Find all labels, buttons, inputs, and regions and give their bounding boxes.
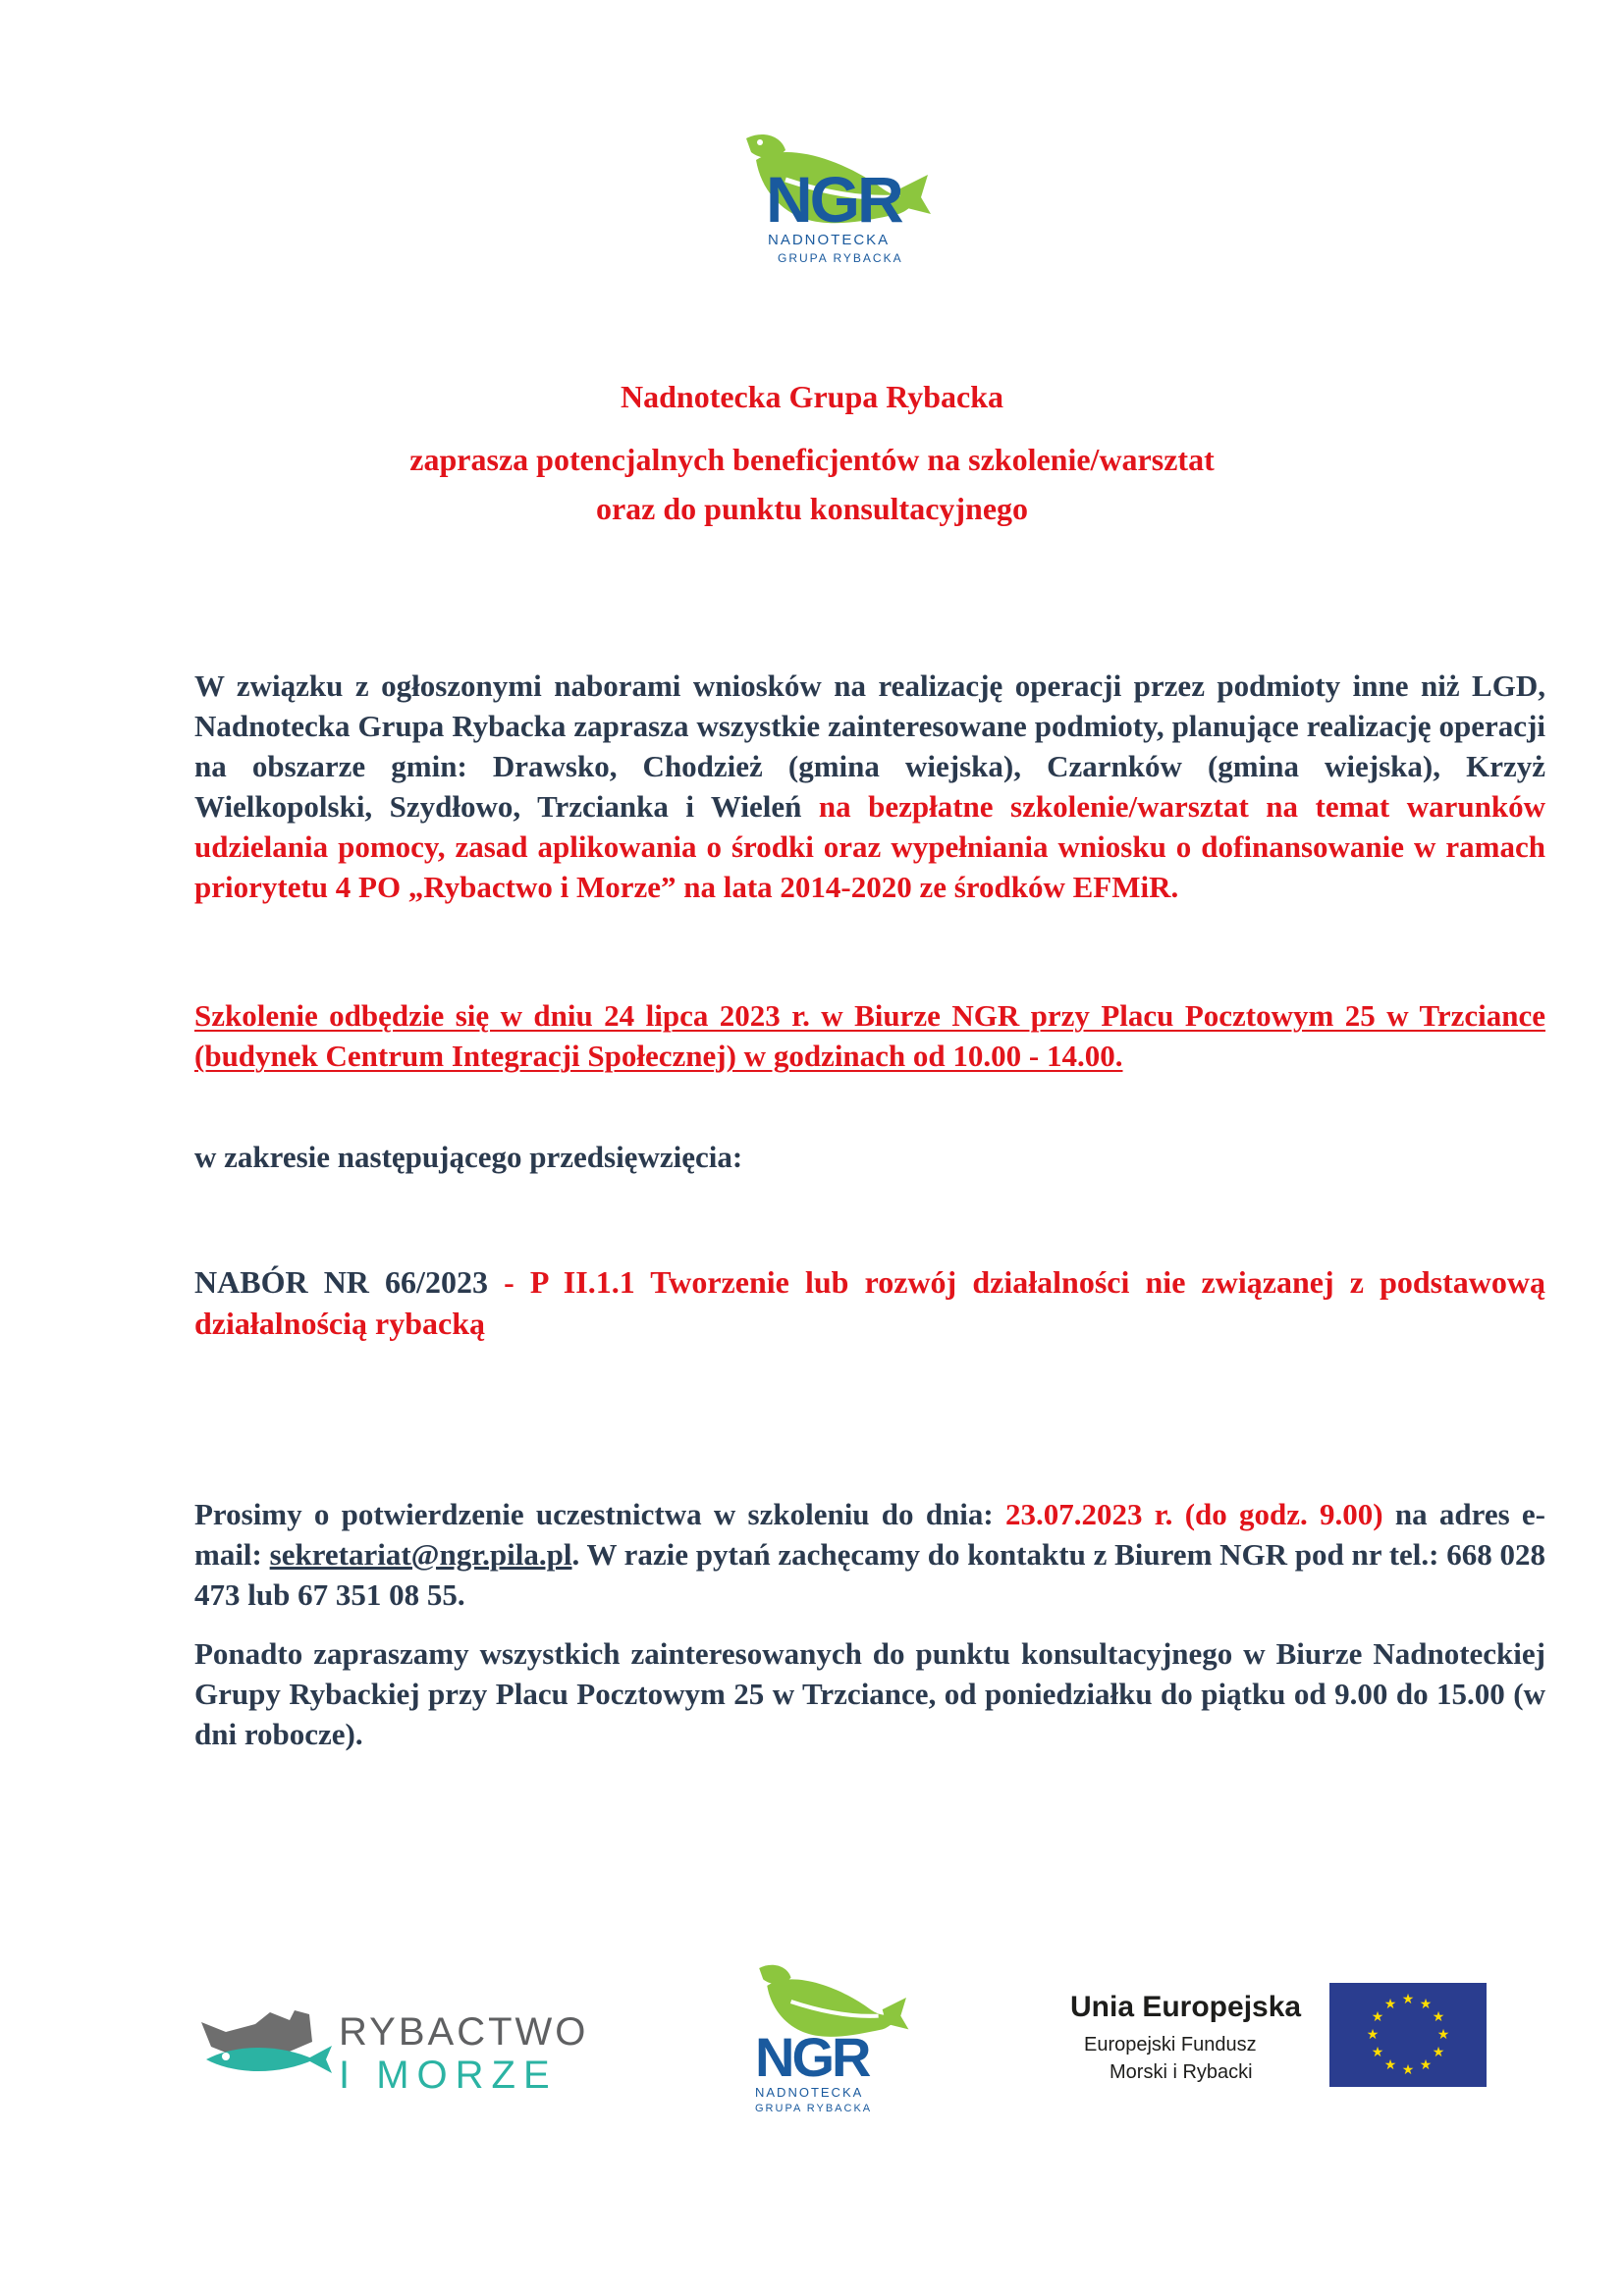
training-paragraph bbox=[194, 995, 1545, 1076]
svg-text:★: ★ bbox=[1432, 2045, 1445, 2060]
svg-text:★: ★ bbox=[1432, 2009, 1445, 2025]
eu-logo bbox=[1070, 1983, 1483, 2091]
consult-text: Ponadto zapraszamy wszystkich zainteresowanych do punktu konsultacyjnego w Biurze Nadnoteckiej Grupy Rybackiej przy Placu Pocztowym 25 w Trzciance, od poniedziałku do piątku od 9.00 do 15.00 (w dni robocze). bbox=[194, 1636, 1545, 1751]
confirm-text-1: Prosimy o potwierdzenie uczestnictwa w szkoleniu do dnia: bbox=[194, 1497, 1005, 1531]
consult-paragraph bbox=[194, 1633, 1545, 1754]
intro-highlight: na bezpłatne szkolenie/warsztat na temat warunków udzielania pomocy, zasad aplikowania o środki oraz wypełniania wniosku o dofinansowanie w ramach priorytetu 4 PO „Rybactwo i Morze” na lata 2014-2020 ze środków EFMiR. bbox=[194, 789, 1546, 904]
scope-label: w zakresie następującego przedsięwzięcia: bbox=[194, 1140, 743, 1174]
ngr-logo-top bbox=[727, 77, 933, 273]
fish-boat-icon bbox=[196, 2002, 334, 2091]
ngr-logo-line1: NADNOTECKA bbox=[755, 2085, 864, 2100]
ngr-logo-letters: NGR bbox=[755, 2026, 869, 2088]
svg-text:★: ★ bbox=[1366, 2027, 1380, 2043]
eu-line2: Morski i Rybacki bbox=[1110, 2061, 1253, 2083]
svg-text:★: ★ bbox=[1371, 2045, 1384, 2060]
eu-line1: Europejski Fundusz bbox=[1084, 2034, 1257, 2056]
svg-text:★: ★ bbox=[1419, 2057, 1433, 2073]
nabor-number: NABÓR NR 66/2023 bbox=[194, 1264, 488, 1300]
confirm-text-2: na adres e-mail: bbox=[194, 1497, 1545, 1572]
svg-text:★: ★ bbox=[1383, 2057, 1397, 2073]
heading-line2: zaprasza potencjalnych beneficjentów na szkolenie/warsztat bbox=[409, 442, 1215, 477]
nabor-paragraph bbox=[194, 1261, 1545, 1344]
rybactwo-line2: I MORZE bbox=[339, 2054, 558, 2097]
rybactwo-line1: RYBACTWO bbox=[339, 2010, 589, 2054]
confirm-paragraph bbox=[194, 1494, 1545, 1615]
heading-line3: oraz do punktu konsultacyjnego bbox=[595, 491, 1029, 526]
svg-text:★: ★ bbox=[1436, 2027, 1450, 2043]
svg-text:★: ★ bbox=[1401, 1992, 1415, 2007]
ngr-logo-line2: GRUPA RYBACKA bbox=[778, 251, 903, 265]
svg-text:★: ★ bbox=[1419, 1997, 1433, 2012]
eu-flag-icon bbox=[1329, 1983, 1487, 2087]
ngr-logo-line1: NADNOTECKA bbox=[768, 232, 891, 248]
confirm-deadline: 23.07.2023 r. (do godz. 9.00) bbox=[1005, 1497, 1383, 1531]
ngr-logo-bottom bbox=[743, 1953, 910, 2120]
ngr-logo-letters: NGR bbox=[766, 163, 901, 236]
intro-text: W związku z ogłoszonymi naborami wniosków na realizację operacji przez podmioty inne niż LGD, Nadnotecka Grupa Rybacka zaprasza wszystkie zainteresowane podmioty, planujące realizację operacji na obszarze gmin: Drawsko, Chodzież (gmina wiejska), Czarnków (gmina wiejska), Krzyż Wielkopolski, Szydłowo, Trzcianka i Wieleń bbox=[194, 668, 1545, 824]
email-link[interactable]: sekretariat@ngr.pila.pl bbox=[269, 1537, 572, 1572]
confirm-text-3: . W razie pytań zachęcamy do kontaktu z Biurem NGR pod nr tel.: 668 028 473 lub 67 351 08 55. bbox=[194, 1537, 1545, 1612]
rybactwo-i-morze-logo bbox=[196, 2002, 589, 2097]
svg-text:★: ★ bbox=[1371, 2009, 1384, 2025]
training-info: Szkolenie odbędzie się w dniu 24 lipca 2023 r. w Biurze NGR przy Placu Pocztowym 25 w Trzciance (budynek Centrum Integracji Społecznej) w godzinach od 10.00 - 14.00. bbox=[194, 998, 1545, 1073]
intro-paragraph bbox=[194, 666, 1545, 907]
svg-text:★: ★ bbox=[1383, 1997, 1397, 2012]
nabor-title: - P II.1.1 Tworzenie lub rozwój działalności nie związanej z podstawową działalnością rybacką bbox=[194, 1264, 1546, 1341]
svg-text:★: ★ bbox=[1401, 2062, 1415, 2078]
ngr-logo-line2: GRUPA RYBACKA bbox=[755, 2103, 873, 2114]
scope-paragraph bbox=[194, 1137, 1545, 1177]
eu-title: Unia Europejska bbox=[1070, 1991, 1302, 2023]
heading-title: Nadnotecka Grupa Rybacka bbox=[620, 379, 1004, 414]
